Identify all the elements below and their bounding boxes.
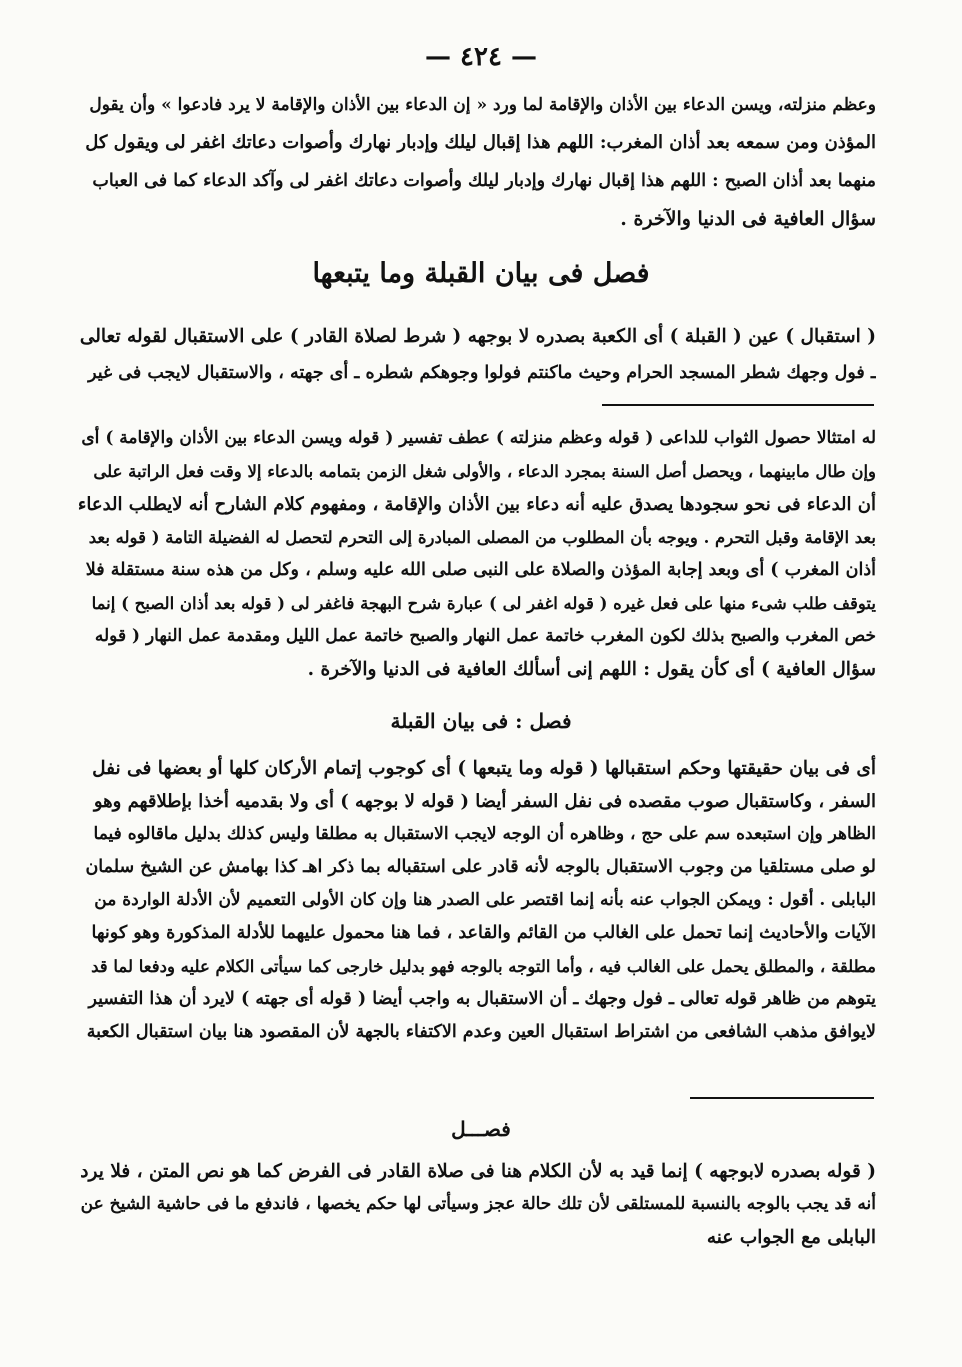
text-line: لو صلى مستلقيا من وجوب الاستقبال بالوجه لأنه قادر على استقباله بما ذكر اهـ كذا بهامش عن الشيخ سلمان — [85, 857, 876, 877]
text-line: البابلى مع الجواب عنه — [706, 1227, 876, 1248]
text-line: وعظم منزلته، ويسن الدعاء بين الأذان والإقامة لما ورد « إن الدعاء بين الأذان والإقامة لا يرد فادعوا » وأن يقول — [89, 95, 876, 115]
text-line: منهما بعد أذان الصبح : اللهم هذا إقبال نهارك وإدبار ليلك وأصوات دعاتك اغفر لى وآكد الدعاء كما فى العباب — [92, 171, 876, 191]
text-line: سؤال العافية فى الدنيا والآخرة . — [620, 208, 876, 230]
text-line: وإن طال مابينهما ، ويحصل أصل السنة بمجرد الدعاء ، والأولى شغل الزمن بتمامه بالدعاء إلا وقت فعل الراتبة على — [93, 462, 876, 481]
top-matn-text — [76, 86, 876, 238]
fasl-heading: فصـــل — [451, 1117, 511, 1141]
text-line: خص المغرب والصبح بذلك لكون المغرب خاتمة عمل النهار والصبح خاتمة عمل الليل ومقدمة عمل النهار ( قوله — [94, 626, 876, 646]
text-line: لايوافق مذهب الشافعى من اشتراط استقبال العين وعدم الاكتفاء بالجهة لأن المقصود هنا بيان استقبال الكعبة — [86, 1022, 876, 1042]
text-line: البابلى . أقول : ويمكن الجواب عنه بأنه إنما اقتصر على الصدر هنا وإن كان الأولى التعميم لأن الأدلة الواردة من — [94, 890, 876, 910]
text-line: الظاهر وإن استبعده سم على حج ، وظاهره أن الوجه لايجب الاستقبال به مطلقا وليس كذلك بدليل ماقالوه فيما — [93, 824, 876, 844]
text-line: له امتثالا حصول الثواب للداعى ( قوله وعظم منزلته ) عطف تفسير ( قوله ويسن الدعاء بين الأذان والإقامة ) أى — [81, 428, 876, 448]
text-line: ( قوله بصدره لابوجهه ) إنما قيد به لأن الكلام هنا فى صلاة القادر فى الفرض كما هو نص المتن ، فلا يرد — [80, 1161, 876, 1182]
text-line: يتوقف طلب شىء منها على فعل غيره ( قوله اغفر لى ) عبارة شرح البهجة فاغفر لى ( قوله بعد أذان الصبح ) إنما — [91, 594, 876, 613]
text-line: ( استقبال ) عين ( القبلة ) أى الكعبة بصدره لا بوجهه ( شرط لصلاة القادر ) على الاستقبال لقوله تعالى — [79, 326, 876, 347]
bottom-commentary-text — [76, 1155, 876, 1254]
text-line: أنه قد يجب بالوجه بالنسبة للمستلقى لأن تلك حالة عجز وسيأتى لها حكم يخصها ، فاندفع ما فى حاشية الشيخ عن — [80, 1194, 876, 1214]
text-line: يتوهم من ظاهر قوله تعالى ـ فول وجهك ـ أن الاستقبال به واجب أيضا ( قوله أى جهته ) لايرد أن هذا التفسير — [88, 989, 876, 1009]
separator-rule — [602, 404, 874, 406]
matn-qibla-text — [76, 318, 876, 392]
text-line: مطلقة ، والمطلق يحمل على الغالب فيه ، وأما التوجه بالوجه فهو بدليل خارجى كما سيأتى الكلام عليه ودفعا لما قد — [91, 957, 876, 976]
text-line: سؤال العافية ) أى كأن يقول : اللهم إنى أسألك العافية فى الدنيا والآخرة . — [307, 659, 876, 680]
text-line: المؤذن ومن سمعه بعد أذان المغرب: اللهم هذا إقبال ليلك وإدبار نهارك وأصوات دعاتك اغفر لى ويقول كل — [85, 132, 876, 153]
text-line: ـ فول وجهك شطر المسجد الحرام وحيث ماكنتم فولوا وجوهكم شطره ـ أى جهته ، والاستقبال لايجب فى غير — [88, 363, 876, 383]
commentary-heading-qibla: فصل : فى بيان القبلة — [390, 709, 572, 733]
page-number: — ٤٢٤ — — [424, 42, 538, 72]
text-line: بعد الإقامة وقبل التحرم . ويوجه بأن المطلوب من المصلى المبادرة إلى التحرم لتحصل له الفضيلة التامة ( قوله بعد — [88, 528, 876, 547]
text-line: أن الدعاء فى نحو سجودها يصدق عليه أنه دعاء بين الأذان والإقامة ، ومفهوم كلام الشارح أنه لايطلب الدعاء — [77, 494, 876, 515]
commentary-qibla-text — [76, 752, 876, 1049]
section-heading-qibla: فصل فى بيان القبلة وما يتبعها — [312, 258, 650, 289]
text-line: أى فى بيان حقيقتها وحكم استقبالها ( قوله وما يتبعها ) أى كوجوب إتمام الأركان كلها أو بعضها فى نفل — [92, 758, 876, 779]
text-line: الآيات والأحاديث إنما تحمل على الغالب من القائم والقاعد ، فما هنا محمول عليهما للأدلة المذكورة وهو كونها — [91, 923, 876, 943]
text-line: أذان المغرب ) أى وبعد إجابة المؤذن والصلاة على النبى صلى الله عليه وسلم ، وكل من هذه سنة مستقلة فلا — [85, 560, 876, 580]
separator-rule — [690, 1097, 874, 1099]
commentary-text — [76, 422, 876, 686]
text-line: السفر ، وكاستقبال صوب مقصده فى نفل السفر أيضا ( قوله لا بوجهه ) أى ولا بقدميه أخذا بإطلاقهم وهو — [93, 791, 876, 812]
